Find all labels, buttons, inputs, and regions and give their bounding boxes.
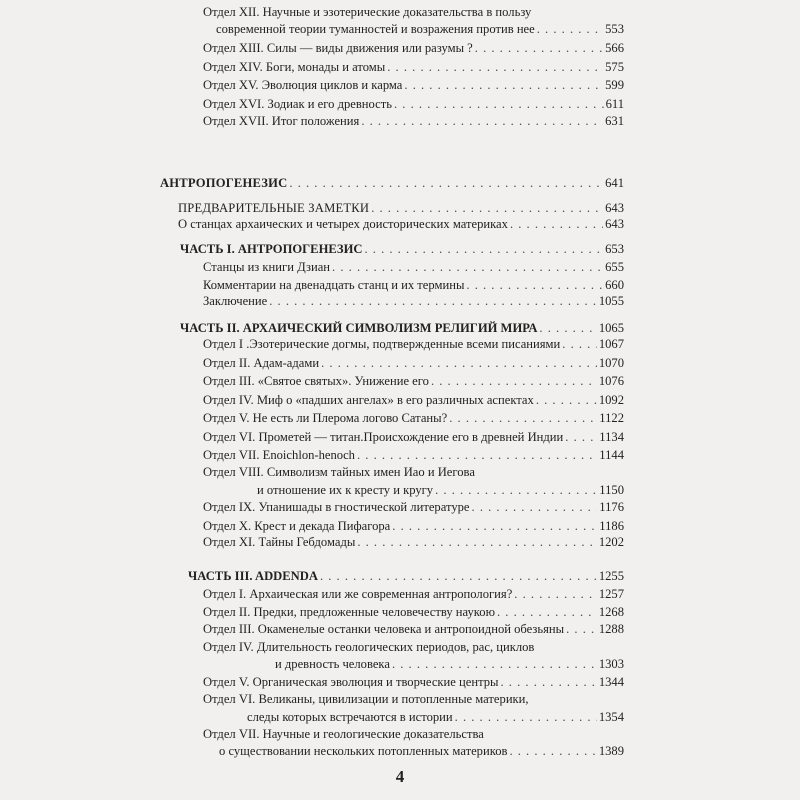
toc-entry-text: Отдел I. Архаическая или же современная антропология? (203, 586, 513, 601)
toc-page-number: 553 (605, 22, 624, 37)
toc-page-number: 1122 (599, 411, 624, 426)
leader-dots (269, 293, 597, 309)
toc-entry[interactable] (203, 447, 624, 463)
toc-page-number: 1268 (598, 604, 624, 619)
toc-page-number: 660 (605, 277, 624, 292)
toc-page-number: 611 (605, 96, 624, 111)
leader-dots (539, 320, 596, 336)
leader-dots (449, 410, 597, 426)
toc-page-number: 1354 (598, 709, 624, 724)
toc-entry-text: Отдел X. Крест и декада Пифагора (203, 518, 391, 533)
toc-page-number: 1134 (599, 430, 624, 444)
toc-entry[interactable] (203, 59, 624, 75)
toc-page-number: 1255 (598, 569, 624, 584)
toc-entry[interactable] (203, 77, 624, 93)
leader-dots (536, 392, 597, 408)
leader-dots (387, 59, 603, 75)
toc-entry-text: Отдел VI. Великаны, цивилизации и потопленные материки, (203, 692, 529, 707)
leader-dots (466, 277, 603, 293)
leader-dots (361, 113, 603, 129)
toc-entry-text: Отдел VII. Enoichlon-henoch (203, 447, 355, 462)
toc-entry-text: О станцах архаических и четырех доисторических материках (178, 217, 508, 232)
toc-entry-text: Отдел XIII. Силы — виды движения или разумы ? (203, 40, 473, 55)
toc-page-number: 566 (605, 40, 624, 55)
leader-dots (472, 499, 598, 515)
toc-entry[interactable] (203, 277, 624, 293)
toc-entry[interactable] (203, 113, 624, 129)
leader-dots (394, 96, 604, 112)
toc-entry[interactable] (257, 482, 624, 498)
toc-page-number: 1092 (598, 392, 624, 407)
toc-entry[interactable] (203, 674, 624, 690)
toc-entry[interactable] (216, 21, 624, 37)
toc-entry[interactable] (203, 336, 624, 352)
leader-dots (510, 216, 603, 232)
toc-entry[interactable] (203, 373, 624, 389)
toc-entry[interactable] (203, 40, 624, 56)
toc-entry-text: Отдел XVII. Итог положения (203, 114, 360, 129)
toc-entry-text: Отдел III. Окаменелые останки человека и антропоидной обезьяны (203, 622, 565, 637)
toc-page-number: 1186 (599, 518, 624, 533)
toc-entry[interactable] (178, 200, 624, 216)
toc-entry[interactable] (203, 293, 624, 309)
toc-entry[interactable] (203, 392, 624, 408)
toc-page-number: 575 (605, 59, 624, 74)
leader-dots (392, 518, 597, 534)
leader-dots (537, 21, 603, 37)
toc-page-number: 1065 (598, 320, 624, 335)
toc-entry-text: АНТРОПОГЕНЕЗИС (160, 175, 288, 190)
leader-dots (501, 674, 597, 690)
leader-dots (357, 534, 596, 550)
toc-entry-text: Отдел IV. Длительность геологических периодов, рас, циклов (203, 639, 535, 654)
leader-dots (497, 604, 597, 620)
toc-entry[interactable] (247, 709, 624, 725)
toc-entry-text: Отдел I .Эзотерические догмы, подтвержденные всеми писаниями (203, 337, 561, 352)
leader-dots (435, 482, 597, 498)
leader-dots (514, 586, 597, 602)
toc-page-number: 655 (605, 260, 624, 275)
toc-page-number: 1257 (598, 586, 624, 601)
toc-page-number: 1303 (598, 657, 624, 672)
toc-entry[interactable] (203, 429, 624, 445)
toc-entry[interactable] (203, 410, 624, 426)
toc-page-number: 1288 (598, 622, 624, 637)
toc-page-number: 643 (605, 200, 624, 215)
leader-dots (404, 77, 603, 93)
leader-dots (431, 373, 597, 389)
toc-entry-text: Отдел VIII. Символизм тайных имен Иао и Иегова (203, 465, 475, 480)
toc-section-heading[interactable] (160, 175, 624, 191)
toc-page-number: 599 (605, 78, 624, 93)
toc-entry[interactable] (203, 534, 624, 550)
leader-dots (475, 40, 603, 56)
toc-entry-text: ЧАСТЬ I. АНТРОПОГЕНЕЗИС (180, 241, 363, 256)
toc-entry-text: Отдел XIV. Боги, монады и атомы (203, 59, 386, 74)
leader-dots (289, 175, 603, 191)
toc-entry-text: Отдел XI. Тайны Гебдомады (203, 535, 356, 550)
toc-page-number: 1076 (598, 374, 624, 389)
toc-entry-text: Отдел V. Органическая эволюция и творческие центры (203, 674, 499, 689)
toc-entry[interactable] (203, 604, 624, 620)
toc-entry[interactable] (178, 216, 624, 232)
toc-page-number: 643 (605, 217, 624, 232)
toc-entry-text: Заключение (203, 294, 268, 309)
toc-entry-text: Отдел XII. Научные и эзотерические доказательства в пользу (203, 4, 532, 19)
toc-entry-text: о существовании нескольких потопленных материков (219, 743, 508, 758)
leader-dots (321, 355, 597, 371)
toc-entry[interactable] (203, 586, 624, 602)
toc-page-number: 641 (605, 175, 624, 190)
toc-page-number: 631 (605, 114, 624, 129)
toc-page-number: 653 (605, 241, 624, 256)
toc-entry-text: Отдел IX. Упанишады в гностической литературе (203, 500, 470, 515)
leader-dots (332, 259, 603, 275)
toc-entry-text: Комментарии на двенадцать станц и их термины (203, 277, 465, 292)
toc-part-heading[interactable] (188, 568, 624, 584)
toc-page-number: 1070 (598, 355, 624, 370)
toc-entry-text: Отдел II. Адам-адами (203, 355, 320, 370)
toc-entry-text: Станцы из книги Дзиан (203, 260, 331, 275)
toc-page-number: 1144 (599, 447, 624, 462)
toc-part-heading[interactable] (180, 241, 624, 257)
leader-dots (320, 568, 597, 584)
toc-page-number: 1176 (599, 500, 624, 515)
toc-entry-text: ЧАСТЬ II. АРХАИЧЕСКИЙ СИМВОЛИЗМ РЕЛИГИЙ МИРА (180, 320, 538, 335)
leader-dots (562, 336, 597, 352)
toc-page-number: 1202 (598, 535, 624, 550)
leader-dots (364, 241, 603, 257)
toc-entry-text: Отдел XV. Эволюция циклов и карма (203, 78, 403, 93)
leader-dots (509, 743, 596, 759)
page-number: 4 (395, 767, 405, 786)
toc-entry-text: Отдел IV. Миф о «падших ангелах» в его различных аспектах (203, 392, 534, 407)
toc-entry[interactable] (203, 518, 624, 534)
toc-page-number: 1055 (598, 294, 624, 309)
toc-entry[interactable] (203, 259, 624, 275)
toc-entry-text: и отношение их к кресту и кругу (257, 482, 434, 497)
leader-dots (371, 200, 603, 216)
toc-entry-text: Отдел VII. Научные и геологические доказательства (203, 727, 484, 742)
toc-entry[interactable] (203, 499, 624, 515)
toc-entry-text: ПРЕДВАРИТЕЛЬНЫЕ ЗАМЕТКИ (178, 200, 370, 215)
toc-entry[interactable] (203, 621, 624, 637)
leader-dots (357, 447, 597, 463)
leader-dots (392, 656, 597, 672)
toc-part-heading[interactable] (180, 320, 624, 336)
toc-entry-text: Отдел V. Не есть ли Плерома логово Сатаны? (203, 411, 448, 426)
toc-entry[interactable] (203, 96, 624, 112)
toc-entry-text: ЧАСТЬ III. ADDENDA (188, 569, 318, 584)
toc-entry-text: следы которых встречаются в истории (247, 709, 453, 724)
toc-entry-text: Отдел II. Предки, предложенные человечеству наукою (203, 604, 495, 619)
toc-entry-text: Отдел III. «Святое святых». Унижение его (203, 374, 429, 389)
toc-entry-text: Отдел XVI. Зодиак и его древность (203, 96, 392, 111)
toc-page-number: 1389 (598, 743, 624, 758)
leader-dots (455, 709, 597, 725)
toc-entry[interactable] (203, 355, 624, 371)
toc-entry-text: Отдел VI. Прометей — титан.Происхождение его в древней Индии (203, 430, 564, 444)
toc-entry-text: и древность человека (275, 657, 390, 672)
toc-page-number: 1150 (599, 482, 624, 497)
toc-page-number: 1344 (598, 674, 624, 689)
toc-page-number: 1067 (598, 337, 624, 352)
toc-entry[interactable] (275, 656, 624, 672)
leader-dots (566, 621, 597, 637)
toc-entry-text: современной теории туманностей и возражения против нее (216, 22, 535, 37)
leader-dots (565, 429, 597, 445)
toc-entry[interactable] (219, 743, 624, 759)
